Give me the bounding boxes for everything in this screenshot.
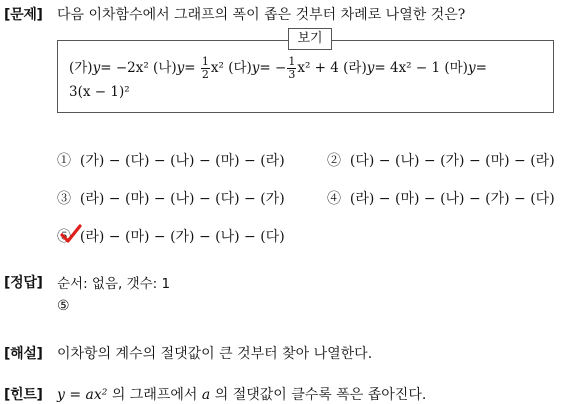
item-ma-lhs: y bbox=[467, 60, 476, 76]
choice-1-text: (가) − (다) − (나) − (마) − (라) bbox=[79, 153, 285, 169]
choice-2[interactable] bbox=[327, 150, 555, 170]
choice-3-marker: ③ bbox=[57, 191, 71, 207]
item-ga-lhs: y bbox=[92, 60, 101, 76]
item-ra-label: (라) bbox=[343, 60, 367, 76]
choice-5[interactable] bbox=[57, 226, 285, 246]
answer-line1: 순서: 없음, 갯수: 1 bbox=[57, 276, 171, 292]
hint-formula: y = ax² bbox=[57, 387, 108, 403]
hint-variable: a bbox=[201, 387, 211, 403]
choice-4-text: (라) − (마) − (나) − (가) − (다) bbox=[349, 191, 555, 207]
checkmark-icon bbox=[60, 224, 82, 244]
item-da-tail: x² + 4 bbox=[297, 60, 344, 76]
item-ma-rhs: = bbox=[475, 60, 487, 76]
item-ga-label: (가) bbox=[69, 60, 93, 76]
answer-line2: ⑤ bbox=[57, 298, 70, 314]
choice-2-text: (다) − (나) − (가) − (마) − (라) bbox=[349, 153, 555, 169]
example-formulas-line2: 3(x − 1)² bbox=[69, 84, 130, 100]
choice-1[interactable] bbox=[57, 150, 285, 170]
fraction-one-third: $\frac{1}{3}$ bbox=[288, 55, 296, 81]
choice-3-text: (라) − (마) − (나) − (다) − (가) bbox=[79, 191, 285, 207]
choice-3[interactable] bbox=[57, 188, 285, 208]
item-na-tail: x² bbox=[210, 60, 229, 76]
choice-1-marker: ① bbox=[57, 153, 71, 169]
item-na-label: (나) bbox=[153, 60, 177, 76]
item-da-lhs: y bbox=[251, 60, 260, 76]
item-na-lhs: y bbox=[176, 60, 185, 76]
example-box-label: 보기 bbox=[288, 28, 332, 50]
hint-middle: 의 그래프에서 bbox=[107, 387, 202, 403]
hint-tag: [힌트] bbox=[4, 387, 43, 403]
problem-tag: [문제] bbox=[4, 7, 43, 23]
item-da-rhs: = − bbox=[259, 60, 287, 76]
fraction-one-half: $\frac{1}{2}$ bbox=[201, 55, 209, 81]
item-da-label: (다) bbox=[228, 60, 252, 76]
choice-5-marker: ⑤ bbox=[57, 229, 71, 245]
answer-tag: [정답] bbox=[4, 275, 43, 291]
choice-4-marker: ④ bbox=[327, 191, 341, 207]
item-ra-rhs: = 4x² − 1 bbox=[374, 60, 445, 76]
choice-4[interactable] bbox=[327, 188, 555, 208]
item-ra-lhs: y bbox=[366, 60, 375, 76]
hint-tail: 의 절댓값이 클수록 폭은 좁아진다. bbox=[210, 387, 427, 403]
hint-text bbox=[57, 384, 426, 404]
example-formulas-line1 bbox=[69, 56, 487, 81]
item-ga-rhs: = −2x² bbox=[100, 60, 154, 76]
choice-2-marker: ② bbox=[327, 153, 341, 169]
item-na-rhs: = bbox=[184, 60, 200, 76]
explanation-tag: [해설] bbox=[4, 346, 43, 362]
explanation-text: 이차항의 계수의 절댓값이 큰 것부터 찾아 나열한다. bbox=[57, 346, 373, 362]
choice-5-text: (라) − (마) − (가) − (나) − (다) bbox=[79, 229, 285, 245]
question-text: 다음 이차함수에서 그래프의 폭이 좁은 것부터 차례로 나열한 것은? bbox=[57, 7, 466, 23]
item-ma-label: (마) bbox=[444, 60, 468, 76]
